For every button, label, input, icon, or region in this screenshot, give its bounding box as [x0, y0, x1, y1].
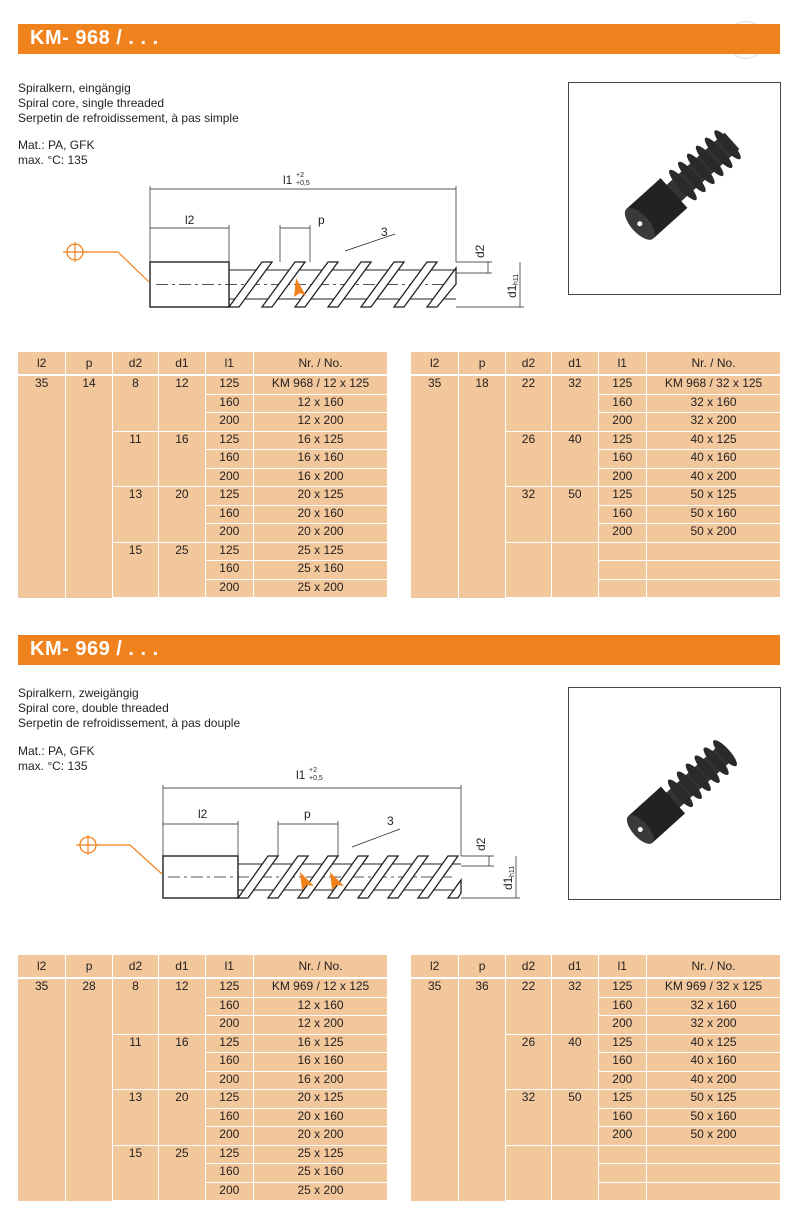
cell-article-number: [647, 1182, 780, 1201]
max-temperature: max. °C: 135: [18, 759, 88, 773]
column-header-d1: d1: [552, 352, 598, 375]
column-header-p: p: [459, 955, 505, 978]
column-header-l1: l1: [598, 352, 646, 375]
cell-l1: 160: [598, 505, 646, 524]
section-title: KM- 969 / . . .: [30, 638, 159, 660]
cell-l1: 125: [205, 978, 253, 997]
cell-article-number: 25 x 200: [254, 1182, 387, 1201]
dim-l2-label: l2: [185, 213, 195, 227]
table-row: [18, 978, 387, 997]
cell-d1: 40: [552, 431, 598, 487]
cell-l1: 125: [598, 1090, 646, 1109]
cell-l1: [598, 1145, 646, 1164]
cell-p: 36: [459, 978, 505, 1201]
cell-d2: 15: [112, 542, 158, 598]
cell-article-number: 12 x 160: [254, 997, 387, 1016]
cell-d2: 8: [112, 375, 158, 431]
cell-article-number: 16 x 160: [254, 1053, 387, 1072]
cell-article-number: 40 x 125: [647, 1034, 780, 1053]
cell-l2: 35: [428, 979, 442, 993]
cell-l1: 125: [598, 487, 646, 506]
dim-d1-label: d1: [505, 284, 519, 298]
cell-article-number: [647, 561, 780, 580]
cell-d1: 50: [552, 487, 598, 543]
cell-l1: 160: [598, 1053, 646, 1072]
cell-l1: 200: [598, 413, 646, 432]
cell-article-number: 32 x 160: [647, 394, 780, 413]
cell-l2: 35: [428, 376, 442, 390]
product-description: [18, 81, 239, 126]
flow-arrow: [294, 278, 306, 297]
cell-l1: 200: [205, 1071, 253, 1090]
product-description: [18, 686, 240, 731]
dim-d1-tolerance: h11: [509, 865, 516, 877]
cell-l1: 160: [205, 561, 253, 580]
column-header-l2: l2: [18, 352, 66, 375]
dim-l1-tol-lower: +0,5: [309, 775, 323, 782]
cell-article-number: 25 x 160: [254, 1164, 387, 1183]
cell-l1: 125: [598, 431, 646, 450]
cell-l1: 160: [598, 997, 646, 1016]
column-header-p: p: [459, 352, 505, 375]
cell-article-number: 50 x 160: [647, 1108, 780, 1127]
cell-article-number: 20 x 200: [254, 1127, 387, 1146]
cell-article-number: 50 x 125: [647, 1090, 780, 1109]
dim-thread-width-label: 3: [381, 225, 388, 239]
cell-d1: 25: [159, 1145, 205, 1201]
material: Mat.: PA, GFK: [18, 744, 95, 758]
table-row: [18, 375, 387, 394]
cell-l1: [598, 1164, 646, 1183]
cell-article-number: 40 x 160: [647, 450, 780, 469]
cell-d1: 12: [159, 375, 205, 431]
section-header-km968: [18, 24, 780, 54]
cell-d1: 25: [159, 542, 205, 598]
spec-table-km968-right: [411, 352, 780, 598]
max-temperature: max. °C: 135: [18, 153, 88, 167]
cell-l1: 160: [205, 1164, 253, 1183]
cell-article-number: 32 x 200: [647, 413, 780, 432]
cell-article-number: [647, 1164, 780, 1183]
cell-article-number: 50 x 125: [647, 487, 780, 506]
dim-p-label: p: [304, 807, 311, 821]
dim-d2-label: d2: [473, 244, 487, 258]
cell-l1: 160: [205, 450, 253, 469]
cell-d1: 20: [159, 1090, 205, 1146]
cell-article-number: 32 x 200: [647, 1016, 780, 1035]
cell-l1: 160: [205, 505, 253, 524]
cell-d1: 12: [159, 978, 205, 1034]
spec-table-km969-left: [18, 955, 387, 1201]
cell-l1: 200: [205, 524, 253, 543]
cell-article-number: 40 x 125: [647, 431, 780, 450]
cell-article-number: KM 969 / 32 x 125: [647, 978, 780, 997]
column-header-d1: d1: [159, 955, 205, 978]
dim-d1-label: d1: [501, 876, 515, 890]
cell-article-number: 16 x 125: [254, 431, 387, 450]
cell-l1: 200: [205, 1127, 253, 1146]
cell-l1: 125: [598, 1034, 646, 1053]
dim-l1-tol-lower: +0,5: [296, 180, 310, 187]
dim-l1-label: l1: [283, 173, 293, 187]
cell-l1: 160: [205, 997, 253, 1016]
table-row: [411, 375, 780, 394]
column-header-l2: l2: [18, 955, 66, 978]
cell-l1: 125: [205, 375, 253, 394]
cell-d2: 26: [505, 1034, 551, 1090]
cell-l1: 200: [598, 468, 646, 487]
cell-l1: 125: [205, 1145, 253, 1164]
column-header-no: Nr. / No.: [647, 352, 780, 375]
dim-p-label: p: [318, 213, 325, 227]
cell-l1: 125: [205, 1034, 253, 1053]
product-photo-km969: [568, 687, 781, 900]
cell-article-number: [647, 1145, 780, 1164]
cell-d2: 32: [505, 487, 551, 543]
cell-d2: 22: [505, 375, 551, 431]
cell-d2: [505, 542, 551, 598]
dim-d2-label: d2: [474, 837, 488, 851]
column-header-p: p: [66, 955, 112, 978]
cell-l1: 160: [205, 1053, 253, 1072]
description-fr: Serpetin de refroidissement, à pas simple: [18, 111, 239, 125]
cell-d2: 22: [505, 978, 551, 1034]
section-title: KM- 968 / . . .: [30, 27, 159, 49]
cell-article-number: 40 x 200: [647, 1071, 780, 1090]
cell-l1: 200: [598, 524, 646, 543]
cell-l1: [598, 561, 646, 580]
cell-l1: 160: [598, 450, 646, 469]
cell-l1: [598, 1182, 646, 1201]
table-row: [411, 978, 780, 997]
column-header-l2: l2: [411, 352, 459, 375]
cell-article-number: KM 968 / 12 x 125: [254, 375, 387, 394]
section-header-km969: [18, 635, 780, 665]
table-header-row: [18, 352, 387, 375]
cell-l1: 200: [205, 1016, 253, 1035]
cell-l1: 160: [205, 394, 253, 413]
cell-article-number: 50 x 160: [647, 505, 780, 524]
cell-l1: 125: [205, 431, 253, 450]
cell-article-number: KM 968 / 32 x 125: [647, 375, 780, 394]
column-header-l1: l1: [205, 955, 253, 978]
column-header-d2: d2: [505, 352, 551, 375]
cell-l1: [598, 542, 646, 561]
cell-article-number: 25 x 200: [254, 579, 387, 598]
cell-l1: 125: [205, 487, 253, 506]
spec-table-km969-right: [411, 955, 780, 1201]
material: Mat.: PA, GFK: [18, 138, 95, 152]
cell-article-number: 25 x 125: [254, 542, 387, 561]
dim-l1-label: l1: [296, 768, 306, 782]
material-info: [18, 138, 94, 168]
cell-l1: 125: [598, 978, 646, 997]
cell-p: 28: [66, 978, 112, 1201]
column-header-no: Nr. / No.: [254, 352, 387, 375]
cell-article-number: 25 x 160: [254, 561, 387, 580]
description-de: Spiralkern, zweigängig: [18, 686, 139, 700]
cell-article-number: 16 x 200: [254, 1071, 387, 1090]
dim-l2-label: l2: [198, 807, 208, 821]
column-header-no: Nr. / No.: [254, 955, 387, 978]
cell-d1: 16: [159, 1034, 205, 1090]
table-header-row: [411, 352, 780, 375]
column-header-p: p: [66, 352, 112, 375]
column-header-d2: d2: [112, 352, 158, 375]
cell-l2: 35: [35, 979, 49, 993]
cell-article-number: 50 x 200: [647, 1127, 780, 1146]
cell-l1: 200: [205, 413, 253, 432]
cell-d1: [552, 542, 598, 598]
cell-article-number: 16 x 200: [254, 468, 387, 487]
cell-l1: 200: [598, 1016, 646, 1035]
cell-article-number: 20 x 160: [254, 1108, 387, 1127]
cell-l1: [598, 579, 646, 598]
cell-l1: 200: [205, 579, 253, 598]
cell-article-number: 20 x 160: [254, 505, 387, 524]
table-header-row: [18, 955, 387, 978]
column-header-no: Nr. / No.: [647, 955, 780, 978]
column-header-d2: d2: [505, 955, 551, 978]
description-en: Spiral core, single threaded: [18, 96, 165, 110]
cell-l1: 160: [205, 1108, 253, 1127]
technical-drawing-km969: [40, 760, 540, 910]
cell-d1: [552, 1145, 598, 1201]
cell-d2: 32: [505, 1090, 551, 1146]
column-header-d2: d2: [112, 955, 158, 978]
cell-l2: 35: [35, 376, 49, 390]
cell-d1: 50: [552, 1090, 598, 1146]
cell-d2: 8: [112, 978, 158, 1034]
cell-d2: [505, 1145, 551, 1201]
column-header-d1: d1: [159, 352, 205, 375]
cell-d1: 40: [552, 1034, 598, 1090]
column-header-l2: l2: [411, 955, 459, 978]
description-de: Spiralkern, eingängig: [18, 81, 131, 95]
cell-d2: 13: [112, 1090, 158, 1146]
column-header-d1: d1: [552, 955, 598, 978]
cell-article-number: 12 x 200: [254, 413, 387, 432]
cell-l1: 160: [598, 1108, 646, 1127]
dim-l1-tol-upper: +2: [309, 767, 317, 774]
cell-article-number: 12 x 200: [254, 1016, 387, 1035]
description-en: Spiral core, double threaded: [18, 701, 169, 715]
cell-l1: 125: [205, 542, 253, 561]
cell-l1: 200: [598, 1071, 646, 1090]
cell-l1: 125: [205, 1090, 253, 1109]
product-photo-km968: [568, 82, 781, 295]
cell-d2: 13: [112, 487, 158, 543]
cell-p: 14: [66, 375, 112, 598]
cell-article-number: 20 x 200: [254, 524, 387, 543]
description-fr: Serpetin de refroidissement, à pas douple: [18, 716, 241, 730]
cell-article-number: 40 x 200: [647, 468, 780, 487]
cell-article-number: 25 x 125: [254, 1145, 387, 1164]
column-header-l1: l1: [205, 352, 253, 375]
cell-l1: 200: [205, 468, 253, 487]
column-header-l1: l1: [598, 955, 646, 978]
cell-article-number: 40 x 160: [647, 1053, 780, 1072]
cell-d1: 16: [159, 431, 205, 487]
dim-d1-tolerance: h11: [513, 273, 520, 285]
cell-article-number: [647, 579, 780, 598]
cell-d1: 32: [552, 978, 598, 1034]
cell-article-number: 20 x 125: [254, 487, 387, 506]
dim-thread-width-label: 3: [387, 814, 394, 828]
cell-l1: 160: [598, 394, 646, 413]
cell-article-number: 32 x 160: [647, 997, 780, 1016]
cell-d1: 32: [552, 375, 598, 431]
cell-article-number: [647, 542, 780, 561]
cell-d2: 15: [112, 1145, 158, 1201]
cell-d1: 20: [159, 487, 205, 543]
cell-article-number: 50 x 200: [647, 524, 780, 543]
cell-l1: 200: [205, 1182, 253, 1201]
cell-l1: 125: [598, 375, 646, 394]
cell-d2: 26: [505, 431, 551, 487]
cell-l1: 200: [598, 1127, 646, 1146]
technical-drawing-km968: [40, 168, 540, 318]
cell-article-number: 16 x 160: [254, 450, 387, 469]
cell-d2: 11: [112, 1034, 158, 1090]
cell-article-number: KM 969 / 12 x 125: [254, 978, 387, 997]
cell-article-number: 20 x 125: [254, 1090, 387, 1109]
cell-article-number: 16 x 125: [254, 1034, 387, 1053]
cell-p: 18: [459, 375, 505, 598]
table-header-row: [411, 955, 780, 978]
dim-l1-tol-upper: +2: [296, 172, 304, 179]
spec-table-km968-left: [18, 352, 387, 598]
cell-d2: 11: [112, 431, 158, 487]
cell-article-number: 12 x 160: [254, 394, 387, 413]
